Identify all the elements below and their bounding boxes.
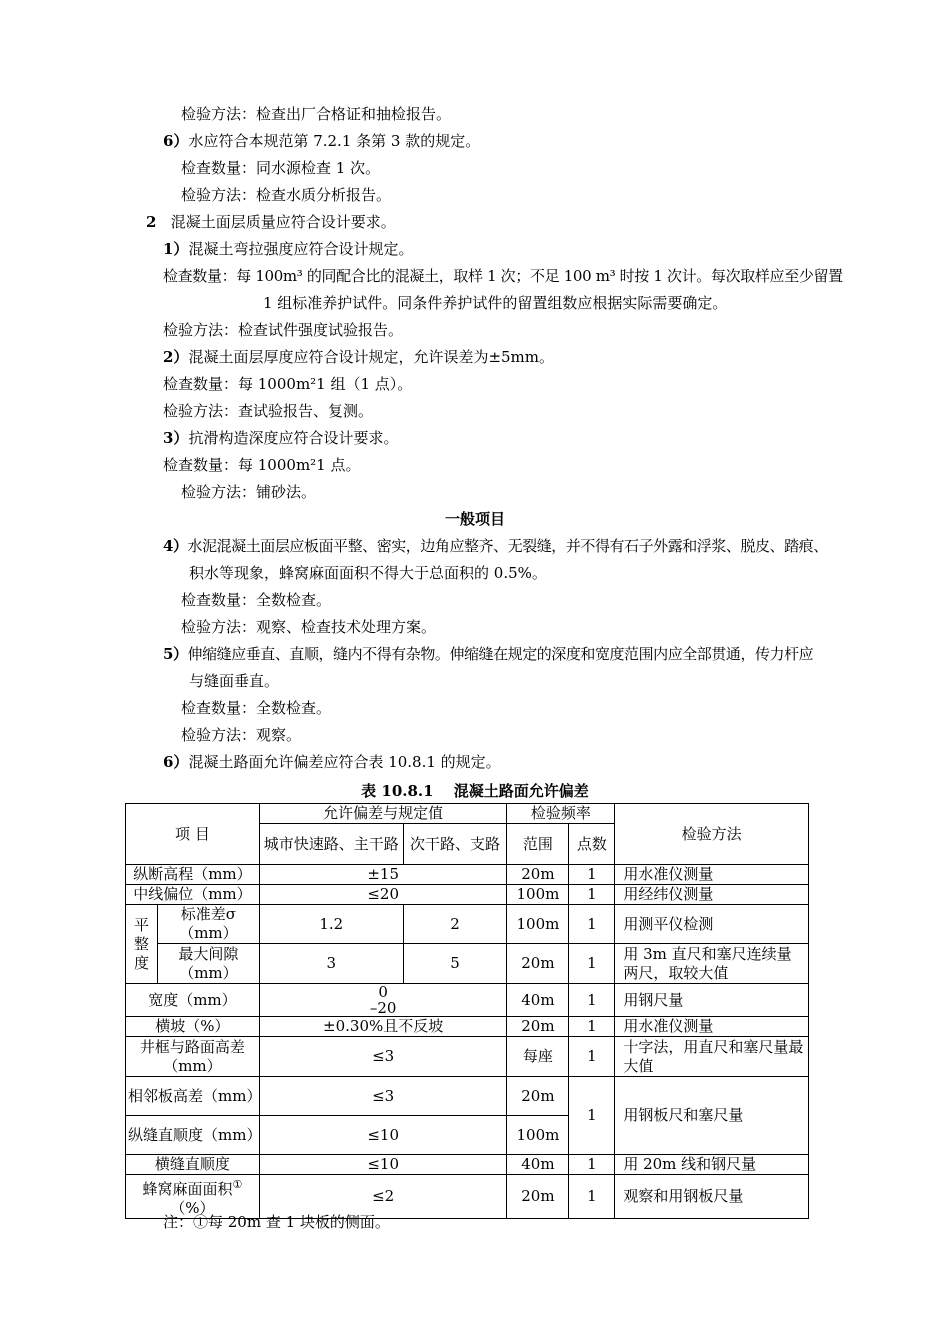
row-points: 1: [569, 984, 615, 1017]
row-value: ≤2: [259, 1175, 507, 1219]
item-number: 1）: [163, 240, 189, 258]
text-line: [163, 428, 398, 448]
table-row: [126, 865, 809, 885]
row-value: ≤3: [259, 1077, 507, 1116]
item-text: 抗滑构造深度应符合设计要求。: [188, 429, 399, 447]
text-line: 检验方法：检查出厂合格证和抽检报告。: [181, 105, 452, 123]
row-range: 100m: [507, 905, 569, 944]
item-text: 混凝土弯拉强度应符合设计规定。: [188, 240, 414, 258]
row-sub-item: 最大间隙（mm）: [157, 944, 259, 984]
text-line: 检查数量：每 100m³ 的同配合比的混凝土，取样 1 次；不足 100 m³ 时按 1 次计。每次取样应至少留置: [163, 267, 843, 285]
text-line: [146, 212, 396, 232]
item-number: 2: [146, 213, 157, 231]
row-range: 100m: [507, 885, 569, 905]
row-value: ≤20: [259, 885, 507, 905]
footnote-marker: ①: [232, 1178, 243, 1191]
row-method: 用 20m 线和钢尺量: [615, 1155, 809, 1175]
table-row: [126, 1017, 809, 1037]
header-range: 范围: [507, 824, 569, 865]
item-text: 水应符合本规范第 7.2.1 条第 3 款的规定。: [188, 132, 481, 150]
table-row: [126, 885, 809, 905]
table-row: [126, 1155, 809, 1175]
text-line: [163, 239, 413, 259]
row-points: 1: [569, 885, 615, 905]
item-number: 6）: [163, 753, 189, 771]
text-line: [163, 644, 813, 664]
row-range: 20m: [507, 944, 569, 984]
row-item: 相邻板高差（mm）: [126, 1077, 260, 1116]
text-line: [163, 536, 828, 556]
item-text: 混凝土路面允许偏差应符合表 10.8.1 的规定。: [188, 753, 501, 771]
text-line: 检验方法：观察、检查技术处理方案。: [181, 618, 437, 636]
item-text: 蜂窝麻面面积: [142, 1180, 233, 1198]
text-line: 检验方法：观察。: [181, 726, 302, 744]
text-line: 检查数量：每 1000m²1 点。: [163, 456, 361, 474]
row-range: 每座: [507, 1037, 569, 1077]
value-lower: –20: [369, 999, 397, 1017]
row-method: 用水准仪测量: [615, 865, 809, 885]
row-points: 1: [569, 944, 615, 984]
row-value-city: 3: [259, 944, 403, 984]
row-method: 用经纬仪测量: [615, 885, 809, 905]
item-text: 混凝土面层厚度应符合设计规定，允许误差为±5mm。: [188, 348, 554, 366]
item-number: 2）: [163, 348, 189, 366]
table-row: [126, 1077, 809, 1116]
header-city-road: 城市快速路、主干路: [259, 824, 403, 865]
row-item: 横缝直顺度: [126, 1155, 260, 1175]
row-value-city: 1.2: [259, 905, 403, 944]
row-range: 20m: [507, 865, 569, 885]
row-points: 1: [569, 1037, 615, 1077]
row-value: ≤10: [259, 1116, 507, 1155]
table-row: [126, 984, 809, 1017]
text-line: 检查数量：每 1000m²1 组（1 点）。: [163, 375, 413, 393]
item-unit: （%）: [170, 1199, 215, 1217]
table-note: 注：①每 20m 查 1 块板的侧面。: [163, 1213, 390, 1231]
deviation-table: [125, 803, 809, 1219]
row-method: 十字法，用直尺和塞尺量最大值: [615, 1037, 809, 1077]
row-range: 100m: [507, 1116, 569, 1155]
text-line: 检查数量：全数检查。: [181, 699, 332, 717]
table-row: [126, 905, 809, 944]
row-value: [259, 984, 507, 1017]
table-row: [126, 1037, 809, 1077]
row-method: 用测平仪检测: [615, 905, 809, 944]
row-range: 20m: [507, 1077, 569, 1116]
row-points: 1: [569, 1175, 615, 1219]
text-line: 积水等现象，蜂窝麻面面积不得大于总面积的 0.5%。: [189, 564, 547, 582]
value-upper: 0: [378, 983, 388, 1001]
table-row: [126, 944, 809, 984]
item-text: 伸缩缝应垂直、直顺，缝内不得有杂物。伸缩缝在规定的深度和宽度范围内应全部贯通，传力杆应: [187, 645, 814, 663]
text-line: [163, 131, 480, 151]
text-line: 检验方法：检查水质分析报告。: [181, 186, 392, 204]
text-line: 与缝面垂直。: [189, 672, 280, 690]
row-value: ±15: [259, 865, 507, 885]
row-range: 40m: [507, 984, 569, 1017]
header-points: 点数: [569, 824, 615, 865]
text-line: 检验方法：检查试件强度试验报告。: [163, 321, 404, 339]
row-item: 纵断高程（mm）: [126, 865, 260, 885]
item-number: 4）: [163, 537, 188, 555]
row-value: ±0.30%且不反坡: [259, 1017, 507, 1037]
row-item: 横坡（%）: [126, 1017, 260, 1037]
header-method: 检验方法: [615, 804, 809, 865]
item-text: 水泥混凝土面层应板面平整、密实，边角应整齐、无裂缝，并不得有石子外露和浮浆、脱皮、踏痕、: [187, 537, 828, 555]
text-line: [163, 347, 554, 367]
row-value-minor: 2: [403, 905, 507, 944]
row-value-minor: 5: [403, 944, 507, 984]
row-points: 1: [569, 1155, 615, 1175]
row-range: 40m: [507, 1155, 569, 1175]
header-item: 项 目: [126, 804, 260, 865]
text-line: 检验方法：铺砂法。: [181, 483, 317, 501]
text-line: 检查数量：同水源检查 1 次。: [181, 159, 381, 177]
header-frequency: 检验频率: [507, 804, 615, 824]
row-sub-item: 标准差σ（mm）: [157, 905, 259, 944]
header-allowance: 允许偏差与规定值: [259, 804, 507, 824]
item-number: 6）: [163, 132, 189, 150]
row-points: 1: [569, 865, 615, 885]
text-line: 检验方法：查试验报告、复测。: [163, 402, 374, 420]
section-heading: 一般项目: [444, 510, 505, 528]
row-range: 20m: [507, 1017, 569, 1037]
row-points: 1: [569, 1017, 615, 1037]
text-line: [163, 752, 501, 772]
row-item: 宽度（mm）: [126, 984, 260, 1017]
item-number: 3）: [163, 429, 189, 447]
item-text: 混凝土面层质量应符合设计要求。: [170, 213, 396, 231]
row-method: 观察和用钢板尺量: [615, 1175, 809, 1219]
row-value: ≤10: [259, 1155, 507, 1175]
header-minor-road: 次干路、支路: [403, 824, 507, 865]
row-method: 用水准仪测量: [615, 1017, 809, 1037]
item-number: 5）: [163, 645, 188, 663]
table-caption: 表 10.8.1 混凝土路面允许偏差: [361, 782, 589, 800]
row-method: 用 3m 直尺和塞尺连续量两尺，取较大值: [615, 944, 809, 984]
row-value: ≤3: [259, 1037, 507, 1077]
text-line: 检查数量：全数检查。: [181, 591, 332, 609]
row-points: 1: [569, 1077, 615, 1155]
row-method: 用钢尺量: [615, 984, 809, 1017]
row-range: 20m: [507, 1175, 569, 1219]
row-method: 用钢板尺和塞尺量: [615, 1077, 809, 1155]
row-item: 中线偏位（mm）: [126, 885, 260, 905]
text-line: 1 组标准养护试件。同条件养护试件的留置组数应根据实际需要确定。: [263, 294, 728, 312]
row-item: 井框与路面高差（mm）: [126, 1037, 260, 1077]
row-points: 1: [569, 905, 615, 944]
row-item: 纵缝直顺度（mm）: [126, 1116, 260, 1155]
row-group: 平整度: [126, 905, 158, 984]
